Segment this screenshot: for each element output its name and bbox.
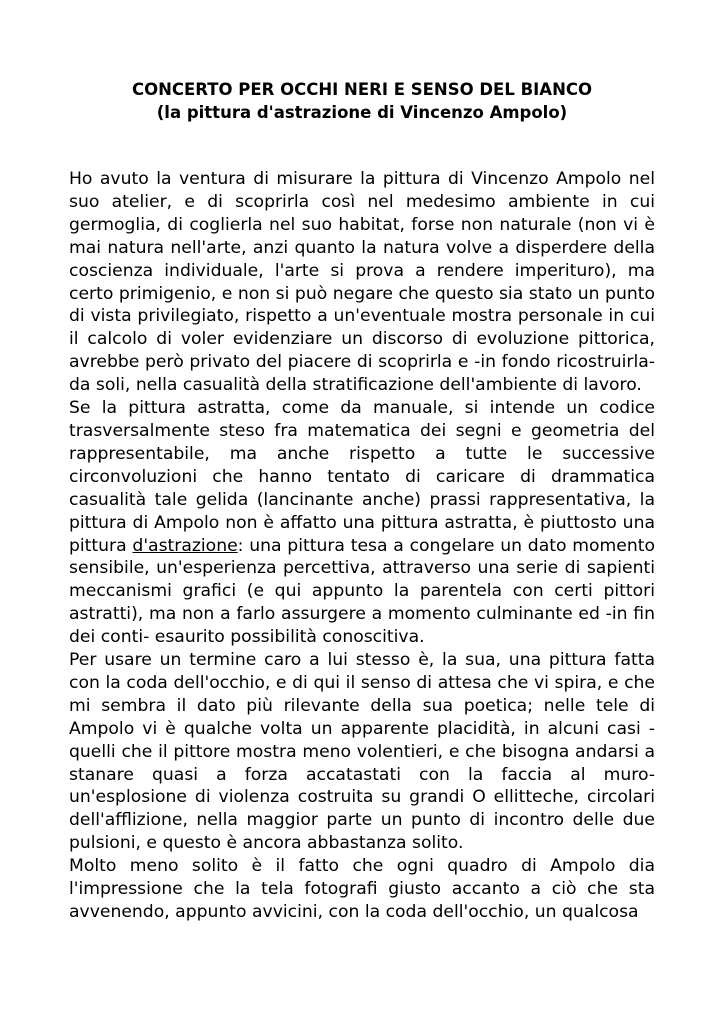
document-subtitle: (la pittura d'astrazione di Vincenzo Ampolo) [156,103,568,122]
title-block [0,78,724,124]
paragraph-3: Per usare un termine caro a lui stesso è, la sua, una pittura fatta con la coda dell'occhio, e di qui il senso di attesa che vi spira, e che mi sembra il dato più rilevante della sua poetica; nelle tele di Ampolo vi è qualche volta un apparente placidità, in alcuni casi -quelli che il pittore mostra meno volentieri, e che bisogna andarsi a stanare quasi a forza accatastati con la faccia al muro- un'esplosione di violenza costruita su grandi O ellitteche, circolari dell'afflizione, nella maggior parte un punto di incontro delle due pulsioni, e questo è ancora abbastanza solito. [69,650,655,854]
body-text [69,168,655,924]
paragraph-4: Molto meno solito è il fatto che ogni quadro di Ampolo dia l'impressione che la tela fotografi giusto accanto a ciò che sta avvenendo, appunto avvicini, con la coda dell'occhio, un qualcosa [69,856,655,922]
document-title: CONCERTO PER OCCHI NERI E SENSO DEL BIANCO [131,80,593,99]
paragraph-2 [69,397,655,649]
underlined-term: d'astrazione [132,535,238,556]
paragraph-2-text-before: Se la pittura astratta, come da manuale, si intende un codice trasversalmente steso fra matematica dei segni e geometria del rappresentabile, ma anche rispetto a tutte le successive circonvoluzioni che hanno tentato di caricare di drammatica casualità tale gelida (lancinante anche) prassi rappresentativa, la pittura di Ampolo non è affatto una pittura astratta, è piuttosto una pittura [69,398,655,556]
paragraph-1: Ho avuto la ventura di misurare la pittura di Vincenzo Ampolo nel suo atelier, e di scoprirla così nel medesimo ambiente in cui germoglia, di coglierla nel suo habitat, forse non naturale (non vi è mai natura nell'arte, anzi quanto la natura volve a disperdere della coscienza individuale, l'arte si prova a rendere imperituro), ma certo primigenio, e non si può negare che questo sia stato un punto di vista privilegiato, rispetto a un'eventuale mostra personale in cui il calcolo di voler evidenziare un discorso di evoluzione pittorica, avrebbe però privato del piacere di scoprirla e -in fondo ricostruirla- da soli, nella casualità della stratificazione dell'ambiente di lavoro. [69,169,655,396]
paragraph-2-text-after: : una pittura tesa a congelare un dato momento sensibile, un'esperienza percettiva, attraverso una serie di sapienti meccanismi grafici (e qui appunto la parentela con certi pittori astratti), ma non a farlo assurgere a momento culminante ed -in fin dei conti- esaurito possibilità conoscitiva. [69,535,655,648]
